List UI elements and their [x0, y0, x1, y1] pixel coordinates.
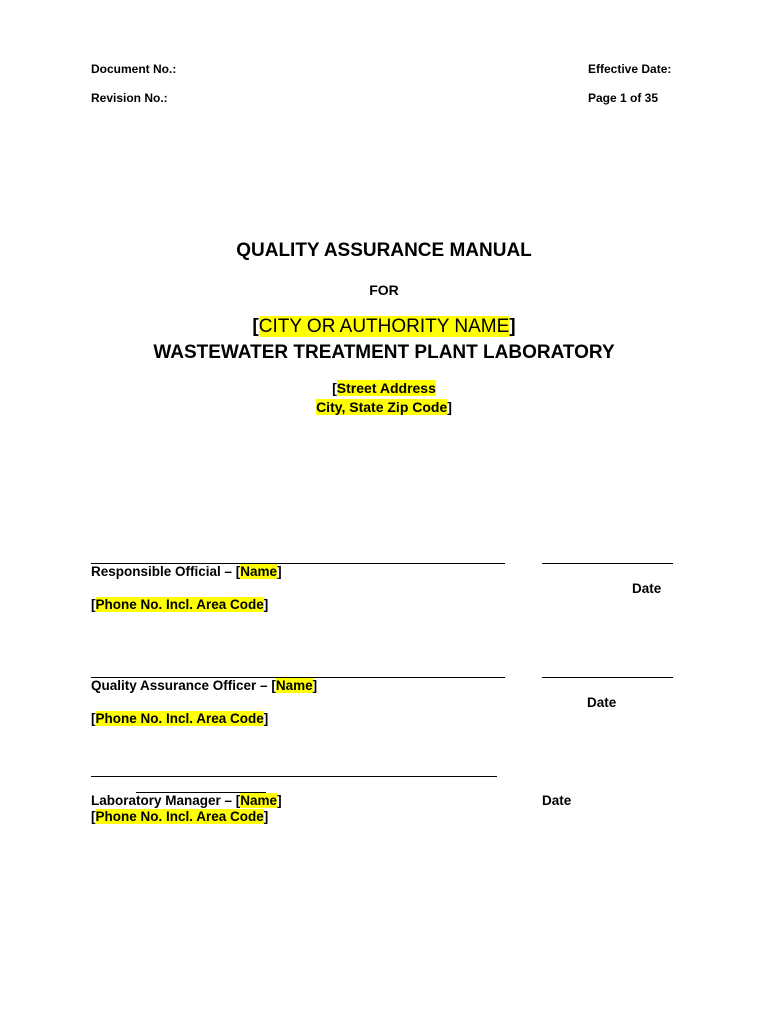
name-bracket-close: ] [312, 678, 318, 693]
phone-qa-officer [91, 711, 268, 726]
signature-line-lab-manager [91, 776, 497, 777]
phone-placeholder: Phone No. Incl. Area Code [95, 597, 264, 612]
bracket-open: [ [252, 316, 259, 337]
phone-bracket-open: [ [91, 809, 96, 824]
document-number-label: Document No.: [91, 62, 177, 76]
phone-placeholder: Phone No. Incl. Area Code [95, 711, 264, 726]
address-bracket-close: ] [447, 399, 452, 415]
name-placeholder: Name [275, 678, 313, 693]
authority-name-line [0, 316, 768, 338]
name-bracket-close: ] [277, 564, 282, 579]
role-text: Laboratory Manager – [ [91, 793, 241, 808]
qa-officer-label [91, 678, 317, 693]
phone-bracket-open: [ [91, 711, 96, 726]
date-label-qa-officer: Date [587, 695, 617, 710]
role-text: Responsible Official – [ [91, 564, 241, 579]
date-label-responsible-official: Date [632, 581, 662, 596]
phone-responsible-official [91, 597, 268, 612]
effective-date-label: Effective Date: [588, 62, 672, 76]
authority-name-placeholder: CITY OR AUTHORITY NAME [258, 316, 510, 337]
city-state-zip-placeholder: City, State Zip Code [316, 399, 448, 415]
for-label: FOR [369, 282, 399, 298]
name-bracket-close: ] [277, 793, 282, 808]
date-label-lab-manager: Date [542, 793, 572, 808]
street-address-placeholder: Street Address [336, 380, 436, 396]
phone-bracket-close: ] [263, 809, 269, 824]
plant-title: WASTEWATER TREATMENT PLANT LABORATORY [153, 342, 615, 363]
date-line-qa-officer [542, 677, 673, 678]
page-number-label: Page 1 of 35 [588, 91, 659, 105]
city-state-zip-line [0, 399, 768, 415]
phone-placeholder: Phone No. Incl. Area Code [95, 809, 264, 824]
role-text: Quality Assurance Officer – [ [91, 678, 276, 693]
phone-lab-manager [91, 809, 268, 824]
street-address-line [0, 380, 768, 396]
name-placeholder: Name [240, 793, 278, 808]
phone-bracket-close: ] [263, 711, 269, 726]
date-line-responsible-official [542, 563, 673, 564]
name-placeholder: Name [240, 564, 278, 579]
responsible-official-label [91, 564, 282, 579]
phone-bracket-open: [ [91, 597, 96, 612]
bracket-close: ] [509, 316, 516, 337]
manual-title: QUALITY ASSURANCE MANUAL [236, 240, 532, 261]
address-bracket-open: [ [332, 380, 337, 396]
lab-manager-label [91, 793, 282, 808]
phone-bracket-close: ] [263, 597, 269, 612]
revision-number-label: Revision No.: [91, 91, 168, 105]
